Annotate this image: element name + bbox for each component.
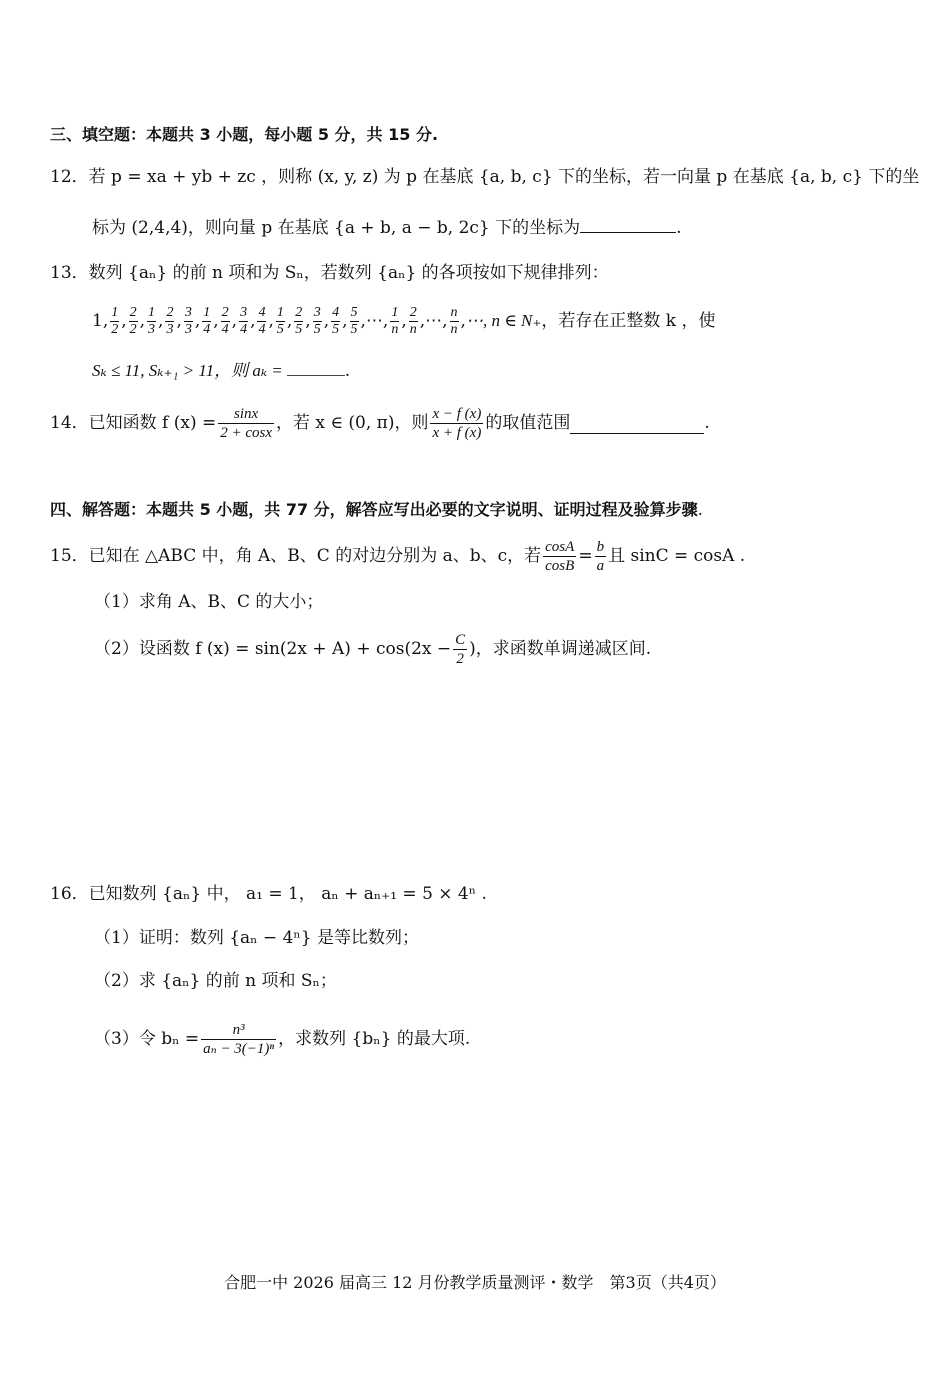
q16-part-2: （2）求 {aₙ} 的前 n 项和 Sₙ； [94,971,337,991]
seq-fraction-1: $\frac{2}{2}$ [129,304,137,337]
seq-fraction-13: $\frac{5}{5}$ [350,304,358,337]
q16-number: 16． [50,884,89,904]
q16-sub3-post: ，求数列 {bₙ} 的最大项. [278,1029,471,1049]
q16-part-1: （1）证明：数列 {aₙ − 4ⁿ} 是等比数列； [94,928,419,948]
question-16 [50,883,487,905]
q13-condition: Sₖ ≤ 11, Sₖ₊₁ > 11，则 aₖ = [92,361,283,380]
q15-part-1: （1）求角 A、B、C 的大小； [94,592,324,612]
seq-fraction-8: $\frac{4}{4}$ [258,304,266,337]
seq-tail: ⋯, n ∈ N₊ [465,311,542,330]
seq-fraction-5: $\frac{1}{4}$ [203,304,211,337]
seq-fraction-4: $\frac{3}{3}$ [184,304,192,337]
seq-fraction-10: $\frac{2}{5}$ [295,304,303,337]
q14-fraction-2: $\frac{x - f (x)}{x + f (x)}$ [432,405,482,441]
q15-eq: = [578,546,593,566]
q14-end: . [704,413,710,433]
seq-ellipsis-2: ⋯, [425,311,448,331]
q14-number: 14． [50,413,89,433]
q12-answer-blank[interactable] [580,216,676,233]
q13-answer-blank[interactable] [287,359,345,376]
q15-fraction-2: $\frac{b}{a}$ [596,538,605,574]
q15-fraction-1: $\frac{\cos A}{\cos B}$ [545,538,575,574]
q12-end: . [676,218,682,238]
q16-sub3-fraction: $\frac{\text{n³}}{\text{aₙ − 3(−1)ⁿ}}$ [203,1021,275,1057]
question-12 [50,166,919,188]
q16-sub3-pre: （3）令 bₙ = [94,1029,200,1049]
section-4-heading: 四、解答题：本题共 5 小题，共 77 分，解答应写出必要的文字说明、证明过程及验算步骤. [50,500,703,519]
seq-fraction-nn: $\frac{n}{n}$ [450,304,458,337]
question-15 [50,530,745,582]
q13-line3 [92,359,350,382]
q14-answer-blank[interactable] [570,413,704,434]
q14-mid: ，若 x ∈ (0, π)，则 [276,413,429,433]
seq-fraction-0: $\frac{1}{2}$ [111,304,119,337]
q15-number: 15． [50,546,89,566]
q16-part-3 [94,1012,470,1066]
seq-fraction-7: $\frac{3}{4}$ [240,304,248,337]
q14-post: 的取值范围 [485,413,571,433]
seq-fraction-3: $\frac{2}{3}$ [166,304,174,337]
q12-number: 12． [50,167,89,187]
q13-line1: 数列 {aₙ} 的前 n 项和为 Sₙ，若数列 {aₙ} 的各项按如下规律排列： [88,263,609,283]
q13-end: . [344,361,351,381]
seq-fraction-2: $\frac{1}{3}$ [148,304,156,337]
q13-sequence: 1, $\frac{1}{2}$ , $\frac{2}{2}$ , $\frac{1}{3}$ , $\frac{2}{3}$ , $\frac{3}{3}$ , $\frac{1}{4}$ , $\frac{2}{4}$ , $\frac{3}{4}$ , $\frac{4}{4}$ , $\frac{1}{5}$ , $\frac{2}{5}$ , $\frac{3}{5}$ , $\frac{4}{5}$ , $\frac{5}{5}$ , ⋯, $\frac{1}{n}$ , $\frac{2}{n}$ , ⋯, $\frac{n}{n}$ , ⋯, n ∈ N₊ ，若存在正整数 k ，使 [92,304,716,337]
q12-line2: 标为 (2,4,4)，则向量 p 在基底 {a + b, a − b, 2c} 下的坐标为 [92,218,581,238]
q15-post: 且 sinC = cosA . [608,546,746,566]
q15-sub2-pre: （2）设函数 f (x) = sin(2x + A) + cos(2x − [94,639,452,659]
seq-fraction-12: $\frac{4}{5}$ [332,304,340,337]
seq-fraction-11: $\frac{3}{5}$ [313,304,321,337]
q14-fraction-1: $\frac{\sin x}{2 + \cos x}$ [220,405,273,441]
seq-fractions-n: $\frac{1}{n}$ , $\frac{2}{n}$ , [391,304,426,337]
seq-fraction-9: $\frac{1}{5}$ [276,304,284,337]
q15-sub2-post: )，求函数单调递减区间. [469,639,652,659]
question-14 [50,398,710,448]
q15-sub2-fraction: $\frac{C}{2}$ [455,631,466,667]
section-3-heading: 三、填空题：本题共 3 小题，每小题 5 分，共 15 分. [50,125,439,144]
q13-number: 13． [50,263,89,283]
q14-pre: 已知函数 f (x) = [88,413,217,433]
q16-line1: 已知数列 {aₙ} 中， a₁ = 1， aₙ + aₙ₊₁ = 5 × 4ⁿ . [88,884,487,904]
page-footer: 合肥一中 2026 届高三 12 月份教学质量测评・数学 第3页（共4页） [224,1273,726,1292]
seq-start: 1, [92,311,109,331]
seq-fraction-6: $\frac{2}{4}$ [221,304,229,337]
seq-fraction-n-0: $\frac{1}{n}$ [391,304,399,337]
seq-fraction-n-1: $\frac{2}{n}$ [409,304,417,337]
q15-pre: 已知在 △ABC 中，角 A、B、C 的对边分别为 a、b、c，若 [88,546,542,566]
seq-ellipsis-1: ⋯, [365,311,389,331]
q12-line1: 若 p = xa + yb + zc ，则称 (x, y, z) 为 p 在基底 {a, b, c} 下的坐标，若一向量 p 在基底 {a, b, c} 下的坐 [88,167,920,187]
q15-part-2 [94,624,651,674]
question-13 [50,262,609,284]
seq-tail-2: ，若存在正整数 k ，使 [541,311,716,331]
seq-fractions: $\frac{1}{2}$ , $\frac{2}{2}$ , $\frac{1}{3}$ , $\frac{2}{3}$ , $\frac{3}{3}$ , $\frac{1}{4}$ , $\frac{2}{4}$ , $\frac{3}{4}$ , $\frac{4}{4}$ , $\frac{1}{5}$ , $\frac{2}{5}$ , $\frac{3}{5}$ , $\frac{4}{5}$ , $\frac{5}{5}$ , [111,304,366,337]
question-12-line2 [92,216,682,239]
